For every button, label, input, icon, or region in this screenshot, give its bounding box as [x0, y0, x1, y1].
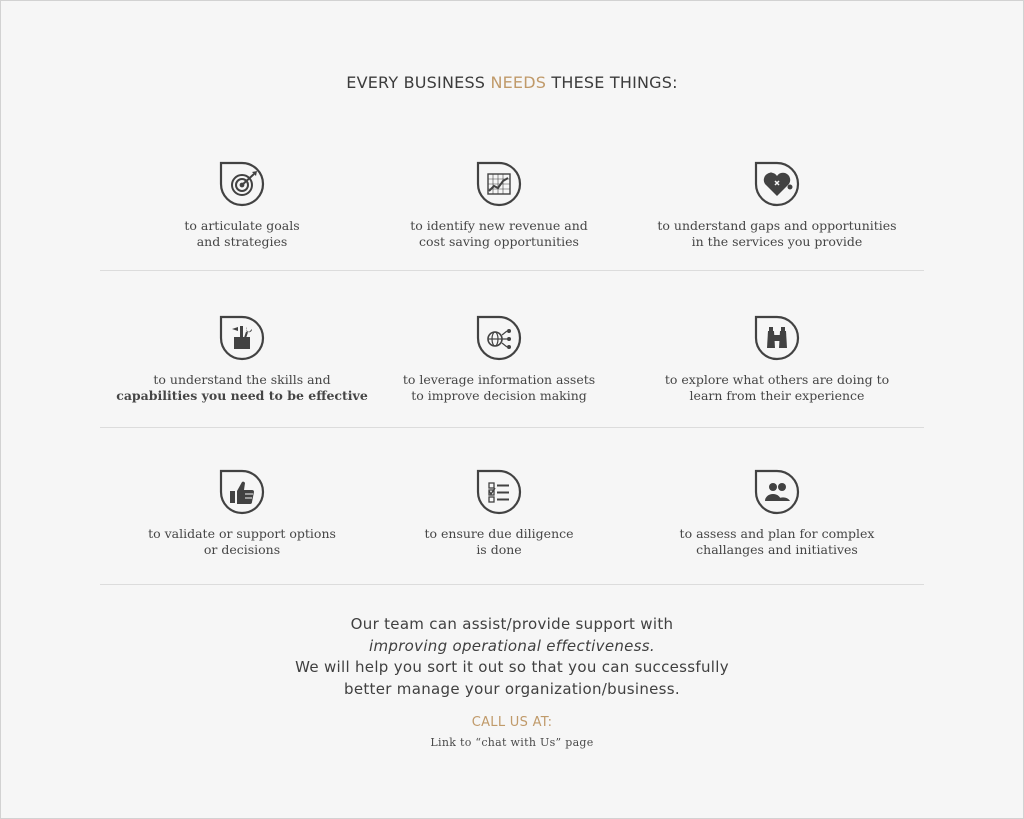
thumbs-up-icon: [219, 469, 265, 515]
item-line1: to leverage information assets: [402, 372, 596, 387]
item-line2: is done: [476, 542, 522, 557]
feature-item: [349, 161, 649, 250]
page-title: EVERY BUSINESS NEEDS THESE THINGS:: [346, 73, 678, 92]
call-us-label: CALL US AT:: [471, 715, 553, 730]
item-line2: capabilities you need to be effective: [116, 388, 368, 403]
divider: [100, 270, 924, 271]
globe-network-icon: [476, 315, 522, 361]
feature-item: [92, 469, 392, 558]
target-icon: [219, 161, 265, 207]
feature-item: [92, 161, 392, 250]
feature-item: [627, 469, 927, 558]
closing-line4: better manage your organization/business.: [344, 679, 680, 698]
item-line2: learn from their experience: [689, 388, 865, 403]
item-line2: and strategies: [196, 234, 288, 249]
item-line2: or decisions: [203, 542, 281, 557]
item-line1: to identify new revenue and: [410, 218, 588, 233]
feature-item: [349, 469, 649, 558]
item-line1: to validate or support options: [148, 526, 336, 541]
item-line1: to understand gaps and opportunities: [657, 218, 897, 233]
feature-item: [627, 315, 927, 404]
item-line2: in the services you provide: [691, 234, 863, 249]
feature-item: [92, 315, 392, 404]
item-line1: to assess and plan for complex: [679, 526, 875, 541]
item-line2: challanges and initiatives: [696, 542, 858, 557]
binoculars-icon: [754, 315, 800, 361]
feature-item: [627, 161, 927, 250]
closing-line1: Our team can assist/provide support with: [350, 615, 674, 633]
item-line1: to ensure due diligence: [424, 526, 574, 541]
tools-icon: [219, 315, 265, 361]
puzzle-heart-icon: [754, 161, 800, 207]
item-line2: cost saving opportunities: [419, 234, 579, 249]
chat-link[interactable]: Link to “chat with Us” page: [430, 736, 594, 749]
checklist-icon: [476, 469, 522, 515]
growth-chart-icon: [476, 161, 522, 207]
closing-message: [0, 614, 1024, 700]
divider: [100, 427, 924, 428]
closing-line3: We will help you sort it out so that you can successfully: [295, 658, 729, 676]
team-icon: [754, 469, 800, 515]
divider: [100, 584, 924, 585]
feature-item: [349, 315, 649, 404]
closing-line2: improving operational effectiveness.: [369, 636, 655, 655]
item-line2: to improve decision making: [411, 388, 587, 403]
item-line1: to explore what others are doing to: [664, 372, 890, 387]
headline-accent: NEEDS: [490, 73, 547, 92]
item-line1: to understand the skills and: [153, 372, 331, 387]
item-line1: to articulate goals: [184, 218, 300, 233]
